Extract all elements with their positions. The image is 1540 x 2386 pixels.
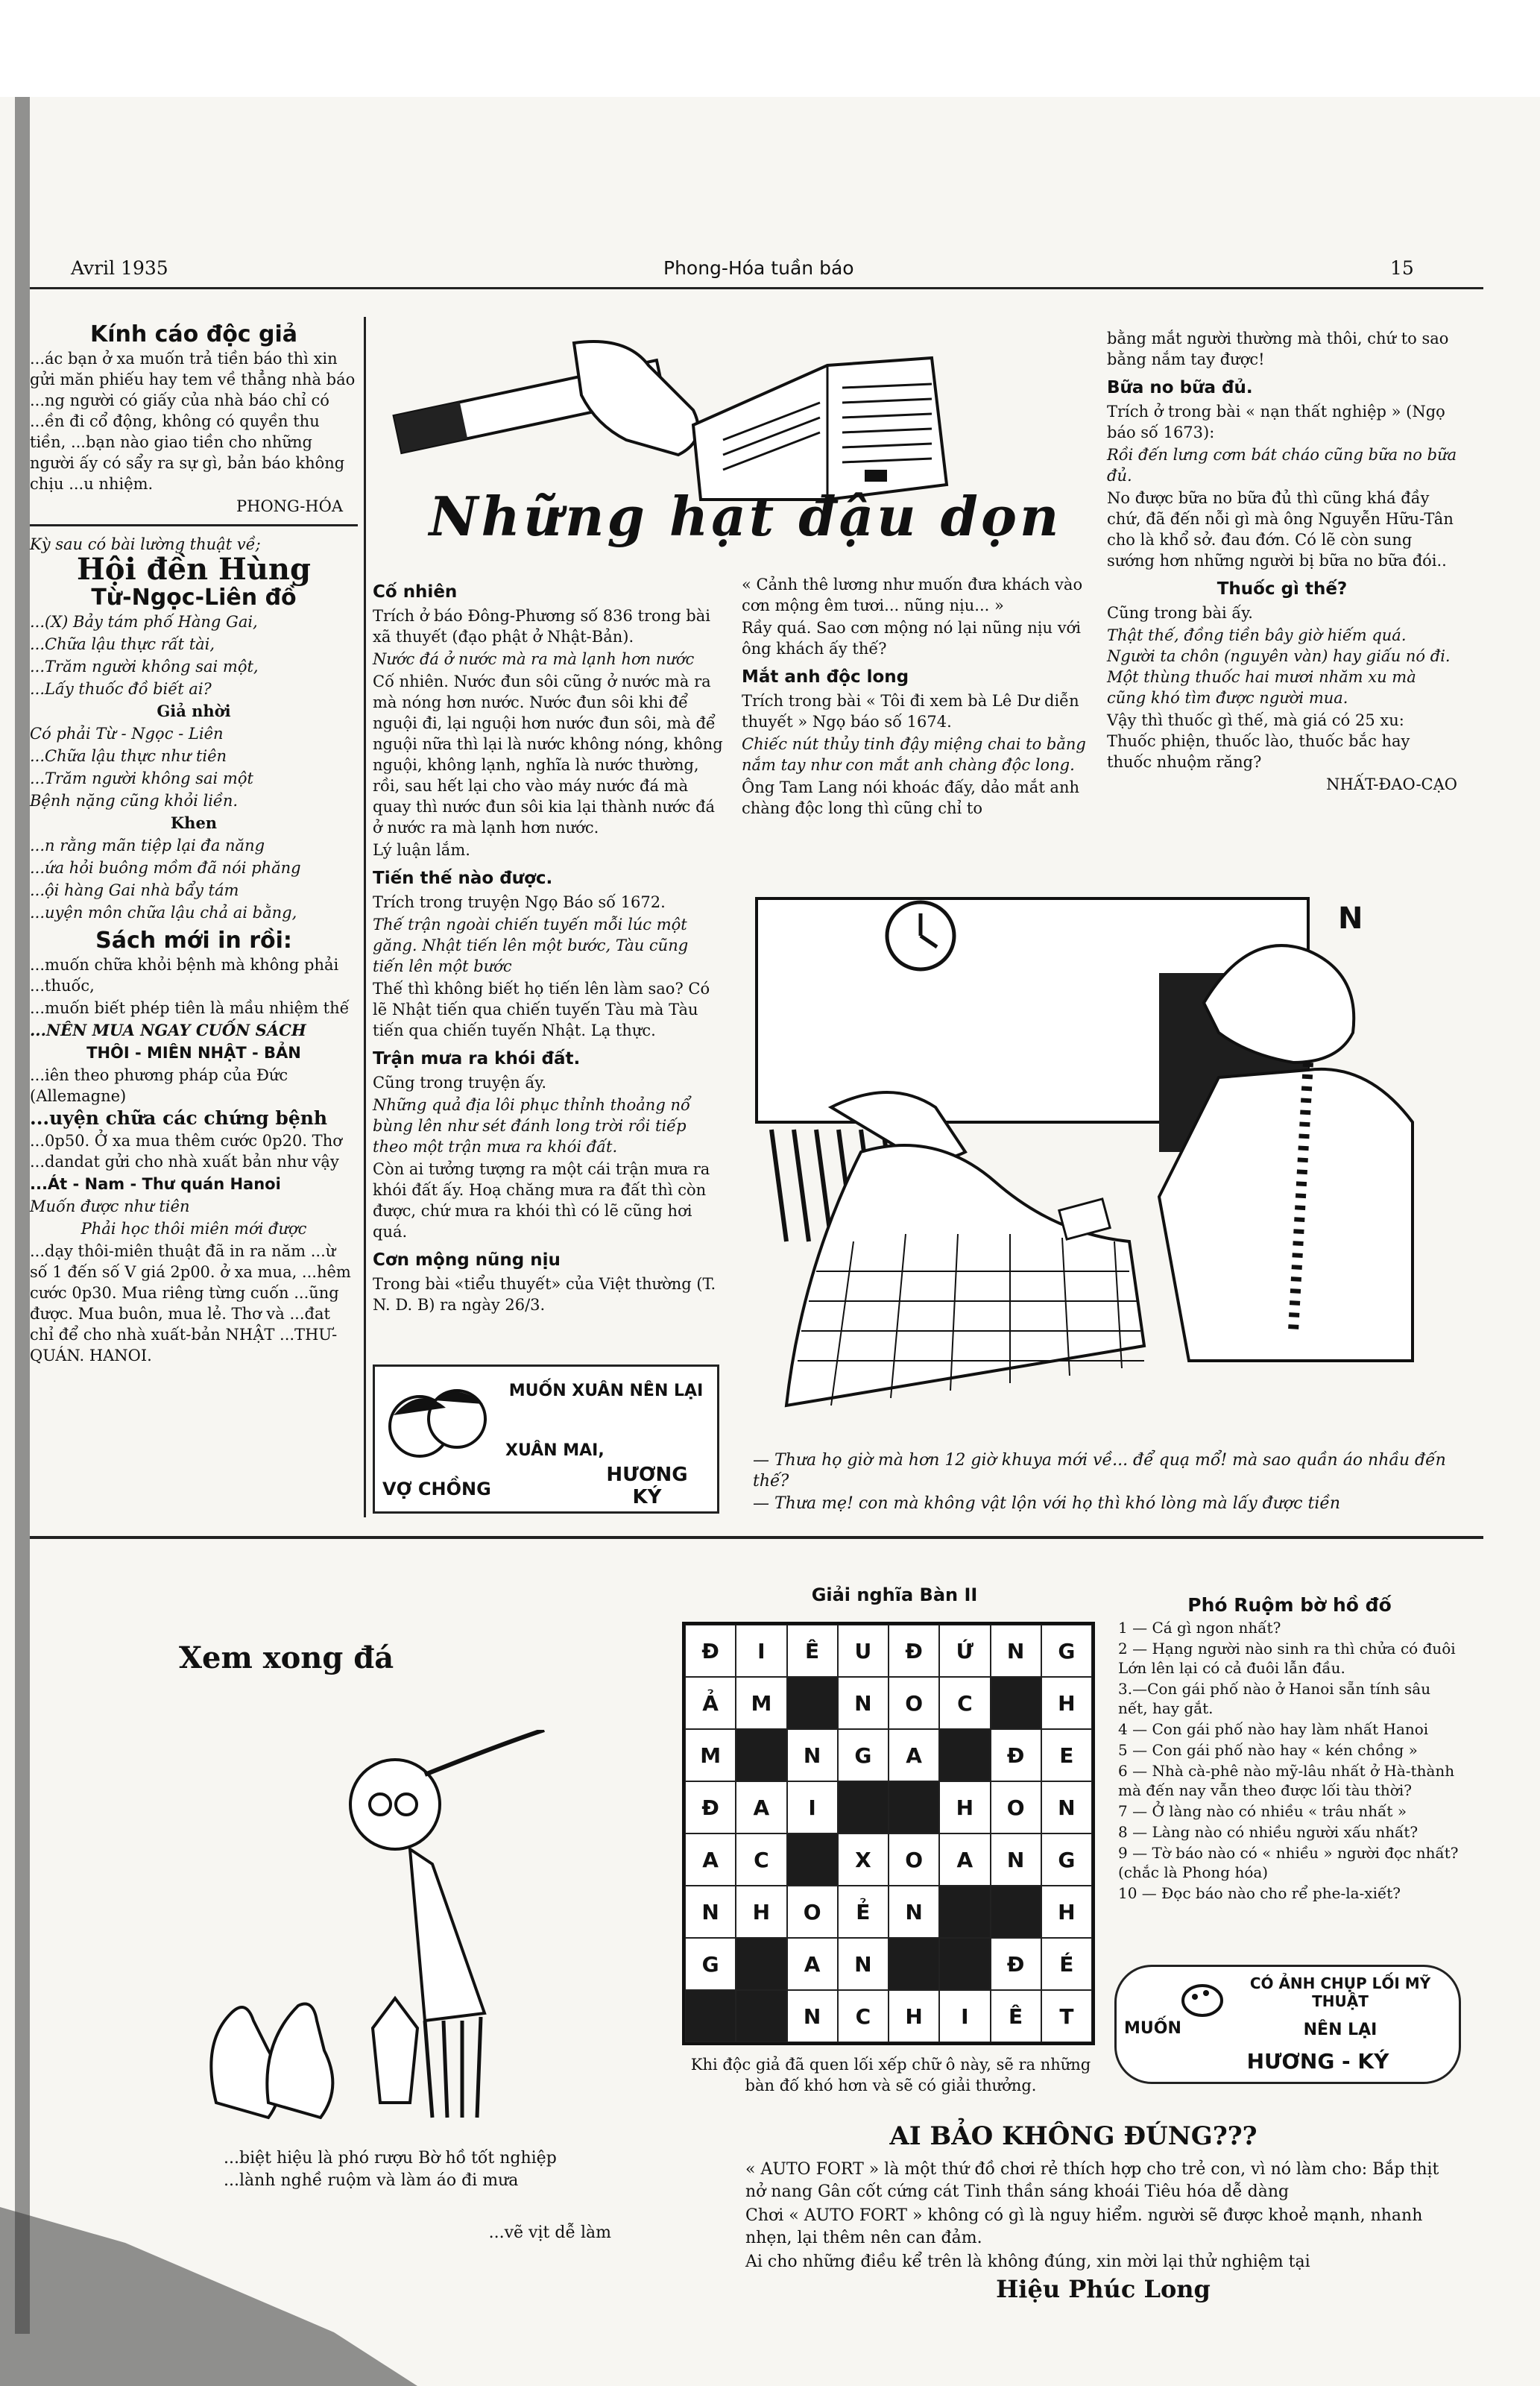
crossword-cell: N bbox=[838, 1677, 889, 1729]
book-line: ...iên theo phương pháp của Đức (Allemagne) bbox=[30, 1066, 288, 1105]
item-text: Cũng trong truyện ấy. bbox=[373, 1074, 547, 1092]
hung-verse: ...ứa hỏi buông mồm đã nói phăng bbox=[30, 859, 301, 877]
bottom-left-text bbox=[224, 2147, 611, 2246]
item-text: bằng mắt người thường mà thôi, chứ to sao bằng nắm tay được! bbox=[1107, 330, 1449, 368]
hung-heading: Giả nhời bbox=[157, 702, 231, 720]
crossword-cell: I bbox=[736, 1625, 786, 1677]
crossword-cell: N bbox=[787, 1729, 838, 1781]
palette-icon bbox=[1180, 1982, 1225, 2019]
book-name: THÔI - MIÊN NHẬT - BẢN bbox=[86, 1044, 301, 1062]
auto-ad bbox=[745, 2159, 1461, 2302]
bottom-text: ...biệt hiệu là phó rượu Bờ hồ tốt nghiệp ...lành nghề ruộm và làm áo đi mưa bbox=[224, 2149, 557, 2190]
crossword-cell: G bbox=[1041, 1833, 1092, 1886]
couple-icon bbox=[382, 1374, 494, 1479]
notice-body: ...ác bạn ở xa muốn trả tiền báo thì xin gửi măn phiếu hay tem về thẳng nhà báo ...ng người có giấy của nhà báo chỉ có ...ền đi cổ động, không có quyền thu tiền, ...bạn nào giao tiền cho những người ấy có sẩy ra sự gì, bản báo không chịu ...u nhiệm. bbox=[30, 350, 356, 493]
crossword-cell: Đ bbox=[685, 1781, 736, 1833]
crossword-cell: H bbox=[1041, 1677, 1092, 1729]
crossword-cell: O bbox=[889, 1677, 939, 1729]
book-line: ...0p50. Ở xa mua thêm cước 0p20. Thơ ...dandat gửi cho nhà xuất bản như vậy bbox=[30, 1132, 342, 1171]
book-line: ...muốn biết phép tiên là mầu nhiệm thế bbox=[30, 999, 350, 1017]
item-title: Trận mưa ra khói đất. bbox=[373, 1049, 581, 1068]
hung-verse: Có phải Từ - Ngọc - Liên bbox=[30, 725, 224, 743]
pho-question: 1 — Cá gì ngon nhất? bbox=[1118, 1619, 1281, 1637]
item-text: Thế thì không biết họ tiến lên làm sao? Có lẽ Nhật tiến qua chiến tuyến Tàu mà Tàu tiến qua chiến tuyến Nhật. Lạ thực. bbox=[373, 980, 710, 1039]
crossword-cell bbox=[787, 1833, 838, 1886]
item-text: « Cảnh thê lương như muốn đưa khách vào cơn mộng êm tươi... nũng nịu... » bbox=[742, 576, 1083, 614]
item-quote: Thật thế, đồng tiền bây giờ hiếm quá. Người ta chôn (nguyên vàn) hay giấu nó đi. Một thùng thuốc hai mươi nhăm xu mà cũng khó tìm được người mua. bbox=[1107, 626, 1451, 707]
crossword-cell: Ê bbox=[787, 1625, 838, 1677]
header-rule bbox=[30, 287, 1483, 289]
crossword-cell bbox=[889, 1938, 939, 1990]
hung-verse: ...Chữa lậu thực rất tài, bbox=[30, 635, 215, 653]
item-quote: Những quả địa lôi phục thỉnh thoảng nổ bùng lên như sét đánh long trời rồi tiếp theo một trận mưa ra khói đất. bbox=[373, 1096, 690, 1156]
middle-column bbox=[373, 574, 723, 1317]
section-title: Những hạt đậu dọn bbox=[429, 485, 1062, 548]
crossword-cell: I bbox=[939, 1990, 990, 2042]
crossword-cell: A bbox=[939, 1833, 990, 1886]
crossword-cell: N bbox=[685, 1886, 736, 1938]
crossword-cell: G bbox=[685, 1938, 736, 1990]
pho-question: 9 — Tờ báo nào có « nhiều » người đọc nhất? (chắc là Phong hóa) bbox=[1118, 1844, 1459, 1881]
crossword-cell bbox=[736, 1729, 786, 1781]
third-column bbox=[742, 574, 1092, 820]
crossword-cell bbox=[939, 1938, 990, 1990]
item-quote: Thế trận ngoài chiến tuyến mỗi lúc một găng. Nhật tiến lên một bước, Tàu cũng tiến lên một bước bbox=[373, 916, 689, 975]
book-line: ...muốn chữa khỏi bệnh mà không phải ...thuốc, bbox=[30, 956, 339, 995]
item-text: Trong bài «tiểu thuyết» của Việt thường (T. N. D. B) ra ngày 26/3. bbox=[373, 1275, 716, 1314]
xem-title: Xem xong đá bbox=[179, 1640, 394, 1675]
hung-sub: Từ-Ngọc-Liên đồ bbox=[91, 585, 297, 611]
crossword-cell: O bbox=[787, 1886, 838, 1938]
notice-title: Kính cáo độc giả bbox=[89, 321, 298, 347]
item-text: Trích ở báo Đông-Phương số 836 trong bài xã thuyết (đạo phật ở Nhật-Bản). bbox=[373, 607, 710, 646]
crossword-cell bbox=[838, 1781, 889, 1833]
auto-text: « AUTO FORT » là một thứ đồ chơi rẻ thích hợp cho trẻ con, vì nó làm cho: Bắp thịt nở nang Gân cốt cứng cát Tinh thần sáng khoái Tiêu hóa dễ dàng bbox=[745, 2160, 1439, 2201]
item-text: Cũng trong bài ấy. bbox=[1107, 604, 1253, 622]
book-heading: ...uyện chữa các chứng bệnh bbox=[30, 1107, 328, 1129]
crossword-cell: E bbox=[1041, 1729, 1092, 1781]
crossword-grid bbox=[682, 1622, 1095, 2045]
item-quote: Chiếc nút thủy tinh đậy miệng chai to bằng nắm tay như con mắt anh chàng độc long. bbox=[742, 735, 1086, 774]
item-text: Trích trong bài « Tôi đi xem bà Lê Dư diễn thuyết » Ngọ báo số 1674. bbox=[742, 692, 1079, 731]
crossword-cell: H bbox=[939, 1781, 990, 1833]
cartoon-mother-daughter bbox=[742, 884, 1457, 1450]
ad-text: VỢ CHỒNG bbox=[382, 1479, 491, 1499]
hung-verse: ...n rằng mãn tiệp lại đa năng bbox=[30, 837, 265, 854]
crossword-cell: A bbox=[787, 1938, 838, 1990]
crossword-cell: M bbox=[685, 1729, 736, 1781]
ad-text: NÊN LẠI bbox=[1303, 2021, 1378, 2039]
book-line: Muốn được như tiên bbox=[30, 1197, 190, 1215]
crossword-cell: O bbox=[889, 1833, 939, 1886]
crossword-cell: Đ bbox=[889, 1625, 939, 1677]
book-line: Phải học thôi miên mới được bbox=[81, 1220, 307, 1238]
notice-sign: PHONG-HÓA bbox=[236, 497, 343, 515]
pho-question: 10 — Đọc báo nào cho rể phe-la-xiết? bbox=[1118, 1884, 1401, 1902]
huong-ky-ad bbox=[373, 1364, 719, 1514]
crossword-cell: A bbox=[685, 1833, 736, 1886]
hung-verse: ...Trăm người không sai một bbox=[30, 769, 253, 787]
crossword-cell: I bbox=[787, 1781, 838, 1833]
item-text: Ông Tam Lang nói khoác đấy, dảo mắt anh chàng độc long thì cũng chỉ to bbox=[742, 778, 1079, 817]
crossword-cell: N bbox=[991, 1625, 1041, 1677]
pho-question: 7 — Ở làng nào có nhiều « trâu nhất » bbox=[1118, 1802, 1407, 1820]
crossword-cell: Đ bbox=[991, 1938, 1041, 1990]
column-rule bbox=[364, 317, 366, 1517]
crossword-cell: U bbox=[838, 1625, 889, 1677]
crossword-cell bbox=[736, 1990, 786, 2042]
crossword-cell: A bbox=[736, 1781, 786, 1833]
page-number: 15 bbox=[1390, 257, 1414, 279]
item-title: Tiến thế nào được. bbox=[373, 869, 553, 888]
hung-verse: ...Chữa lậu thực như tiên bbox=[30, 747, 227, 765]
crossword-cell: N bbox=[787, 1990, 838, 2042]
crossword-cell: Ả bbox=[685, 1677, 736, 1729]
auto-shop: Hiệu Phúc Long bbox=[996, 2275, 1211, 2303]
crossword-cell: Đ bbox=[991, 1729, 1041, 1781]
ad-text: XUÂN MAI, bbox=[505, 1441, 605, 1460]
item-text: Còn ai tưởng tượng ra một cái trận mưa ra khói đất ấy. Hoạ chăng mưa ra đất thì còn được, chứ mưa ra khói thì có lẽ cũng hơi quá. bbox=[373, 1160, 710, 1241]
left-column bbox=[30, 317, 358, 1367]
ad-text: HƯƠNG KÝ bbox=[606, 1464, 688, 1508]
pho-question: 6 — Nhà cà-phê nào mỹ-lâu nhất ở Hà-thành mà đến nay vẫn theo được lối tàu thời? bbox=[1118, 1762, 1455, 1799]
crossword-cell: N bbox=[889, 1886, 939, 1938]
hung-title: Hội đền Hùng bbox=[77, 552, 311, 587]
item-text: No được bữa no bữa đủ thì cũng khá đầy chứ, đã đến nỗi gì mà ông Nguyễn Hữu-Tân cho là khổ sở. đau đớn. Có lẽ còn sung sướng hơn những người bị bữa no bữa đói.. bbox=[1107, 489, 1454, 570]
crossword-cell: C bbox=[736, 1833, 786, 1886]
hung-verse: ...(X) Bảy tám phố Hàng Gai, bbox=[30, 613, 258, 631]
crossword-cell: G bbox=[1041, 1625, 1092, 1677]
crossword-cell: O bbox=[991, 1781, 1041, 1833]
item-sign: NHẤT-ĐAO-CẠO bbox=[1326, 775, 1457, 793]
book-title: Sách mới in rồi: bbox=[95, 928, 292, 954]
crossword-cell bbox=[685, 1990, 736, 2042]
crossword-cell bbox=[991, 1886, 1041, 1938]
cartoon-line: — Thưa mẹ! con mà không vật lộn với họ thì khó lòng mà lấy được tiền bbox=[753, 1494, 1341, 1513]
item-text: Lý luận lắm. bbox=[373, 841, 470, 859]
crossword-cell: C bbox=[838, 1990, 889, 2042]
ad-text: HƯƠNG - KÝ bbox=[1246, 2049, 1389, 2074]
pho-question: 2 — Hạng người nào sinh ra thì chửa có đuôi Lớn lên lại có cả đuôi lẫn đầu. bbox=[1118, 1640, 1456, 1677]
crossword-cell: C bbox=[939, 1677, 990, 1729]
puzzle-title: Giải nghĩa Bàn II bbox=[811, 1584, 978, 1605]
pho-question: 5 — Con gái phố nào hay « kén chồng » bbox=[1118, 1741, 1418, 1759]
item-quote: Rồi đến lưng cơm bát cháo cũng bữa no bữa đủ. bbox=[1107, 446, 1457, 485]
crossword-cell: T bbox=[1041, 1990, 1092, 2042]
auto-text: Chơi « AUTO FORT » không có gì là nguy hiểm. người sẽ được khoẻ mạnh, nhanh nhẹn, lại thêm nên can đảm. bbox=[745, 2206, 1423, 2247]
crossword-cell: Ẻ bbox=[838, 1886, 889, 1938]
item-title: Bữa no bữa đủ. bbox=[1107, 378, 1253, 397]
scan-top-margin bbox=[0, 0, 1540, 97]
item-title: Thuốc gì thế? bbox=[1216, 579, 1348, 599]
cartoon-line: — Thưa họ giờ mà hơn 12 giờ khuya mới về... để quạ mổ! mà sao quần áo nhầu đến thế? bbox=[753, 1451, 1446, 1491]
hung-verse: ...Trăm người không sai một, bbox=[30, 658, 259, 676]
item-quote: Nước đá ở nước mà ra mà lạnh hơn nước bbox=[373, 650, 695, 668]
hung-verse: ...Lấy thuốc đồ biết ai? bbox=[30, 680, 212, 698]
item-title: Mắt anh độc long bbox=[742, 667, 909, 687]
item-text: Trích ở trong bài « nạn thất nghiệp » (Ngọ báo số 1673): bbox=[1107, 403, 1445, 441]
crossword-cell: H bbox=[736, 1886, 786, 1938]
pho-column bbox=[1118, 1588, 1461, 1904]
section-rule bbox=[30, 1536, 1483, 1539]
item-text: Vậy thì thuốc gì thế, mà giá có 25 xu: Thuốc phiện, thuốc lào, thuốc bắc hay thuốc nhuộm răng? bbox=[1107, 711, 1410, 771]
pho-title: Phó Ruộm bờ hồ đố bbox=[1187, 1594, 1392, 1616]
kicking-man-illustration bbox=[186, 1730, 648, 2147]
puzzle-caption: Khi độc giả đã quen lối xếp chữ ô này, sẽ ra những bàn đố khó hơn và sẽ có giải thưởng. bbox=[690, 2056, 1091, 2094]
scan-left-edge-shadow bbox=[15, 97, 30, 2334]
cartoon-caption bbox=[753, 1450, 1454, 1516]
crossword-cell: Ê bbox=[991, 1990, 1041, 2042]
crossword-cell: É bbox=[1041, 1938, 1092, 1990]
svg-text:N: N bbox=[1338, 901, 1363, 936]
item-title: Cơn mộng nũng nịu bbox=[373, 1250, 561, 1270]
ad-text: CÓ ẢNH CHỤP LỐI MỸ THUẬT bbox=[1249, 1974, 1431, 2010]
paper-name: Phong-Hóa tuần báo bbox=[663, 257, 854, 279]
crossword-cell: G bbox=[838, 1729, 889, 1781]
auto-text: Ai cho những điều kể trên là không đúng, xin mời lại thử nghiệm tại bbox=[745, 2253, 1310, 2271]
crossword-cell: N bbox=[991, 1833, 1041, 1886]
crossword-cell bbox=[991, 1677, 1041, 1729]
item-text: Cố nhiên. Nước đun sôi cũng ở nước mà ra mà nóng hơn nước. Nước đun sôi khi để nguội đi, lại nguội hơn nước đun sôi, mà để nguội nữa thì lại là nước không nóng, không nguội, không lạnh, nghĩa là nước thường, rồi, sau hết lại cho vào máy nước đá mà quay thì nước đun sôi kia lại thành nước đá ở nước ra mà lạnh hơn nước. bbox=[373, 673, 723, 837]
item-text: Trích trong truyện Ngọ Báo số 1672. bbox=[373, 893, 666, 911]
crossword-cell: Ứ bbox=[939, 1625, 990, 1677]
ad-text: MUỐN bbox=[1124, 2019, 1181, 2038]
bottom-text: ...vẽ vịt dễ làm bbox=[488, 2223, 611, 2242]
crossword-cell bbox=[787, 1677, 838, 1729]
page-date: Avril 1935 bbox=[71, 257, 168, 279]
divider bbox=[30, 524, 358, 526]
crossword-cell bbox=[939, 1886, 990, 1938]
pho-question: 8 — Làng nào có nhiều người xấu nhất? bbox=[1118, 1823, 1418, 1841]
crossword-cell: N bbox=[838, 1938, 889, 1990]
pho-question: 4 — Con gái phố nào hay làm nhất Hanoi bbox=[1118, 1720, 1429, 1738]
hung-verse: ...uyện môn chữa lậu chả ai bằng, bbox=[30, 904, 297, 922]
auto-title: AI BẢO KHÔNG ĐÚNG??? bbox=[889, 2121, 1257, 2151]
book-line: ...dạy thôi-miên thuật đã in ra năm ...ừ số 1 đến số V giá 2p00. ở xa mua, ...hêm cước 0p30. Mua riêng từng cuốn ...ũng được. Mua buôn, mua lẻ. Thơ và ...đat chỉ để cho nhà xuất-bản NHẬT ...THƯ-QUÁN. HANOI. bbox=[30, 1242, 351, 1364]
crossword-cell bbox=[889, 1781, 939, 1833]
crossword-cell: A bbox=[889, 1729, 939, 1781]
huong-ky-photo-ad bbox=[1114, 1965, 1461, 2084]
crossword-cell: N bbox=[1041, 1781, 1092, 1833]
hung-verse: ...ội hàng Gai nhà bẩy tám bbox=[30, 881, 239, 899]
crossword-cell: H bbox=[1041, 1886, 1092, 1938]
crossword-cell: Đ bbox=[685, 1625, 736, 1677]
crossword-cell: H bbox=[889, 1990, 939, 2042]
crossword-cell: X bbox=[838, 1833, 889, 1886]
crossword-cell bbox=[939, 1729, 990, 1781]
hung-verse: Bệnh nặng cũng khỏi liền. bbox=[30, 792, 239, 810]
book-publisher: ...Át - Nam - Thư quán Hanoi bbox=[30, 1175, 281, 1193]
ad-text: MUỐN XUÂN NÊN LẠI bbox=[508, 1382, 704, 1400]
crossword-cell bbox=[736, 1938, 786, 1990]
hung-heading: Khen bbox=[170, 813, 218, 832]
crossword-cell: M bbox=[736, 1677, 786, 1729]
hung-pre: Kỳ sau có bài lường thuật về; bbox=[30, 535, 261, 553]
book-heading: ...NÊN MUA NGAY CUỐN SÁCH bbox=[30, 1021, 306, 1039]
pho-question: 3.—Con gái phố nào ở Hanoi sẵn tính sâu nết, hay gắt. bbox=[1118, 1680, 1431, 1717]
item-title: Cố nhiên bbox=[373, 582, 458, 602]
fourth-column bbox=[1107, 328, 1457, 796]
item-text: Rầy quá. Sao cơn mộng nó lại nũng nịu với ông khách ấy thế? bbox=[742, 619, 1081, 658]
